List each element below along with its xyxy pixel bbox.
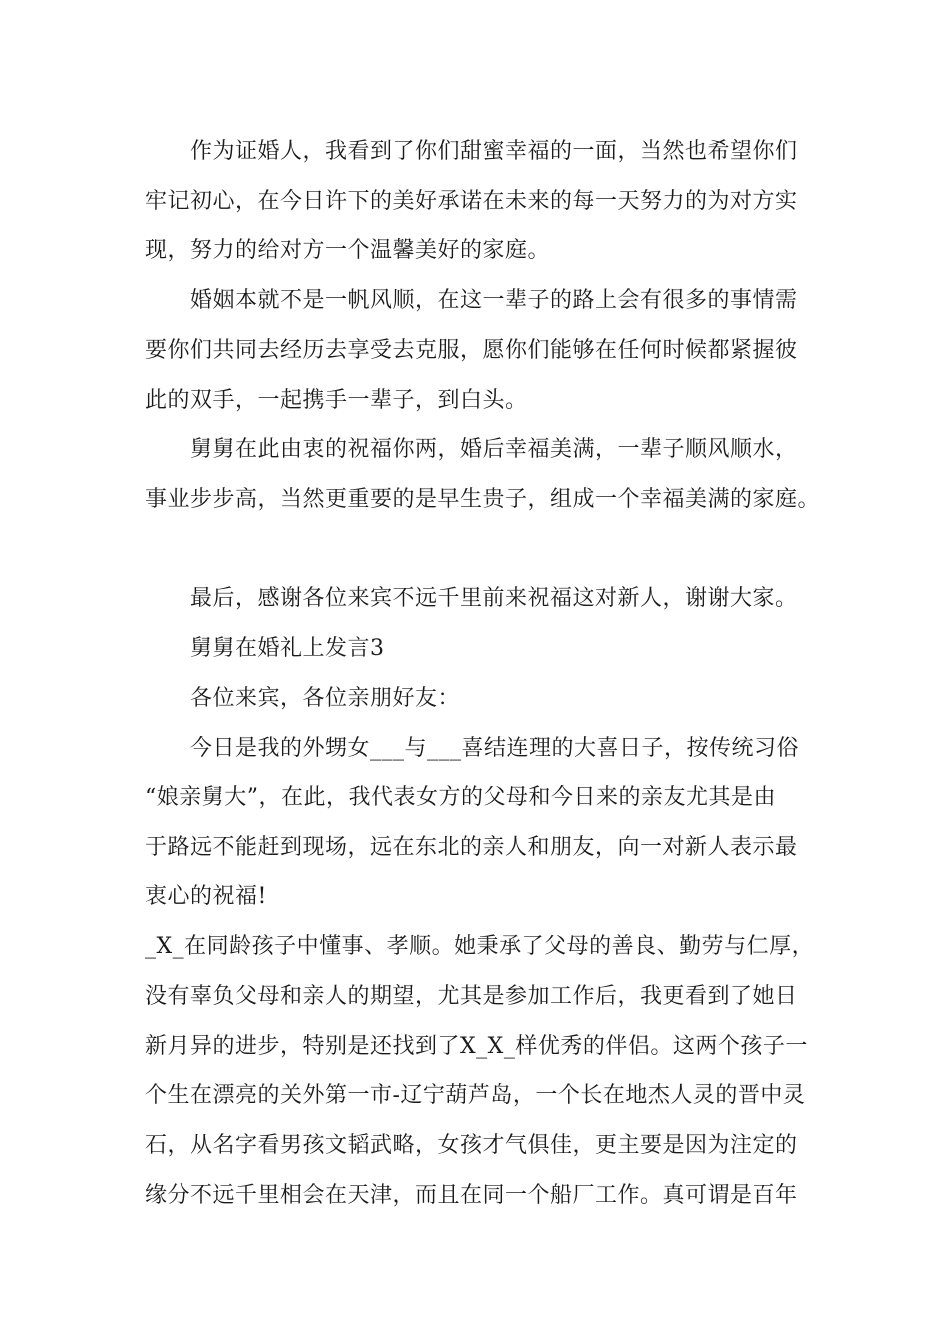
text-line: 现，努力的给对方一个温馨美好的家庭。 <box>145 238 551 263</box>
text-line: 最后，感谢各位来宾不远千里前来祝福这对新人，谢谢大家。 <box>190 586 798 611</box>
text-line: 缘分不远千里相会在天津，而且在同一个船厂工作。真可谓是百年 <box>145 1183 798 1208</box>
text-line: 衷心的祝福! <box>145 884 267 909</box>
text-line: 牢记初心，在今日许下的美好承诺在未来的每一天努力的为对方实 <box>145 189 798 214</box>
text-line: 此的双手，一起携手一辈子，到白头。 <box>145 388 528 413</box>
text-line: 今日是我的外甥女___与___喜结连理的大喜日子，按传统习俗 <box>190 736 800 761</box>
text-line: 事业步步高，当然更重要的是早生贵子，组成一个幸福美满的家庭。 <box>145 487 821 512</box>
text-line: 没有辜负父母和亲人的期望，尤其是参加工作后，我更看到了她日 <box>145 984 798 1009</box>
text-line: 石，从名字看男孩文韬武略，女孩才气俱佳，更主要是因为注定的 <box>145 1133 798 1158</box>
text-line: 作为证婚人，我看到了你们甜蜜幸福的一面，当然也希望你们 <box>190 139 798 164</box>
text-line: 个生在漂亮的关外第一市-辽宁葫芦岛，一个长在地杰人灵的晋中灵 <box>145 1083 806 1108</box>
salutation: 各位来宾，各位亲朋好友： <box>190 686 461 711</box>
text-line: 婚姻本就不是一帆风顺，在这一辈子的路上会有很多的事情需 <box>190 288 798 313</box>
section-heading: 舅舅在婚礼上发言3 <box>190 636 385 661</box>
text-line: _X_在同龄孩子中懂事、孝顺。她秉承了父母的善良、勤劳与仁厚， <box>145 934 815 959</box>
text-line: 要你们共同去经历去享受去克服，愿你们能够在任何时候都紧握彼 <box>145 338 798 363</box>
text-line: 于路远不能赶到现场，远在东北的亲人和朋友，向一对新人表示最 <box>145 835 798 860</box>
text-line: “娘亲舅大”，在此，我代表女方的父母和今日来的亲友尤其是由 <box>145 785 776 810</box>
text-line: 舅舅在此由衷的祝福你两，婚后幸福美满，一辈子顺风顺水， <box>190 437 798 462</box>
text-line: 新月异的进步，特别是还找到了X_X_样优秀的伴侣。这两个孩子一 <box>145 1034 808 1059</box>
